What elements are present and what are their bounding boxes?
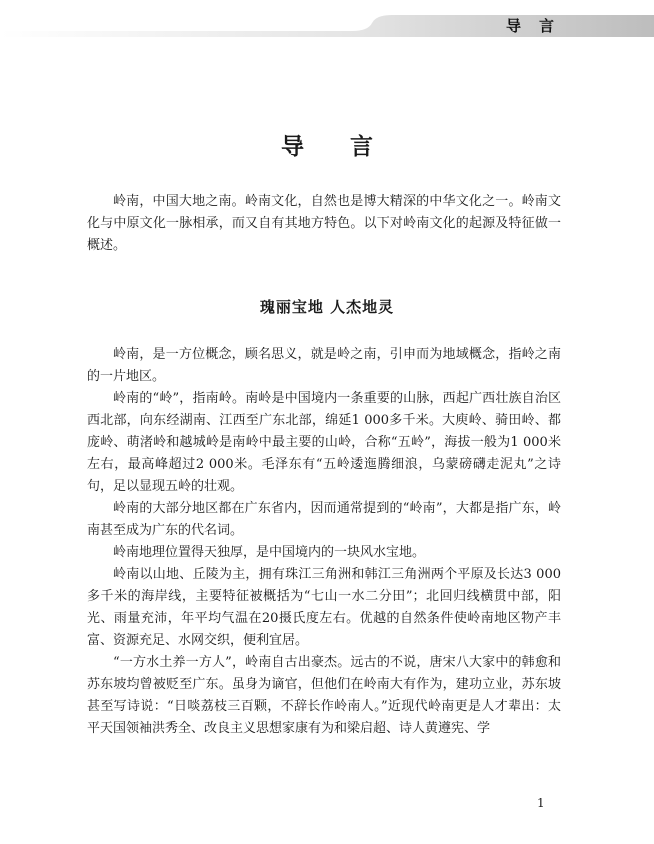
body-paragraph: “一方水土养一方人”，岭南自古出豪杰。远古的不说，唐宋八大家中的韩愈和苏东坡均曾被贬至广东。虽身为谪官，但他们在岭南大有作为，建功立业，苏东坡甚至写诗说：“日啖荔枝三百颗，不辞长作岭南人。”近现代岭南更是人才辈出：太平天国领袖洪秀全、改良主义思想家康有为和梁启超、诗人黄遵宪、学 — [87, 655, 561, 736]
page-title: 导言 — [281, 134, 419, 160]
body-paragraph: 岭南以山地、丘陵为主，拥有珠江三角洲和韩江三角洲两个平原及长达3 000多千米的海岸线，主要特征被概括为“七山一水二分田”；北回归线横贯中部，阳光、雨量充沛，年平均气温在20摄氏度左右。优越的自然条件使岭南地区物产丰富、资源充足、水网交织，便利宜居。 — [87, 567, 561, 648]
intro-paragraph: 岭南，中国大地之南。岭南文化，自然也是博大精深的中华文化之一。岭南文化与中原文化一脉相承，而又自有其地方特色。以下对岭南文化的起源及特征做一概述。 — [87, 194, 561, 253]
body-paragraph: 岭南的“岭”，指南岭。南岭是中国境内一条重要的山脉，西起广西壮族自治区西北部，向东经湖南、江西至广东北部，绵延1 000多千米。大庾岭、骑田岭、都庞岭、萌渚岭和越城岭是南岭中最主要的山岭，合称“五岭”，海拔一般为1 000米左右，最高峰超过2 000米。毛泽东有“五岭逶迤腾细浪，乌蒙磅礴走泥丸”之诗句，足以显现五岭的壮观。 — [87, 391, 561, 494]
page-number: 1 — [537, 796, 545, 810]
intro-block — [87, 191, 561, 257]
section-heading: 瑰丽宝地 人杰地灵 — [259, 298, 395, 316]
running-header-title: 导言 — [506, 17, 573, 35]
body-paragraph: 岭南地理位置得天独厚，是中国境内的一块风水宝地。 — [113, 545, 426, 560]
body-paragraph: 岭南的大部分地区都在广东省内，因而通常提到的“岭南”，大都是指广东，岭南甚至成为广东的代名词。 — [87, 501, 561, 538]
body-paragraph: 岭南，是一方位概念，顾名思义，就是岭之南，引申而为地域概念，指岭之南的一片地区。 — [87, 347, 561, 384]
section-body — [87, 344, 561, 740]
